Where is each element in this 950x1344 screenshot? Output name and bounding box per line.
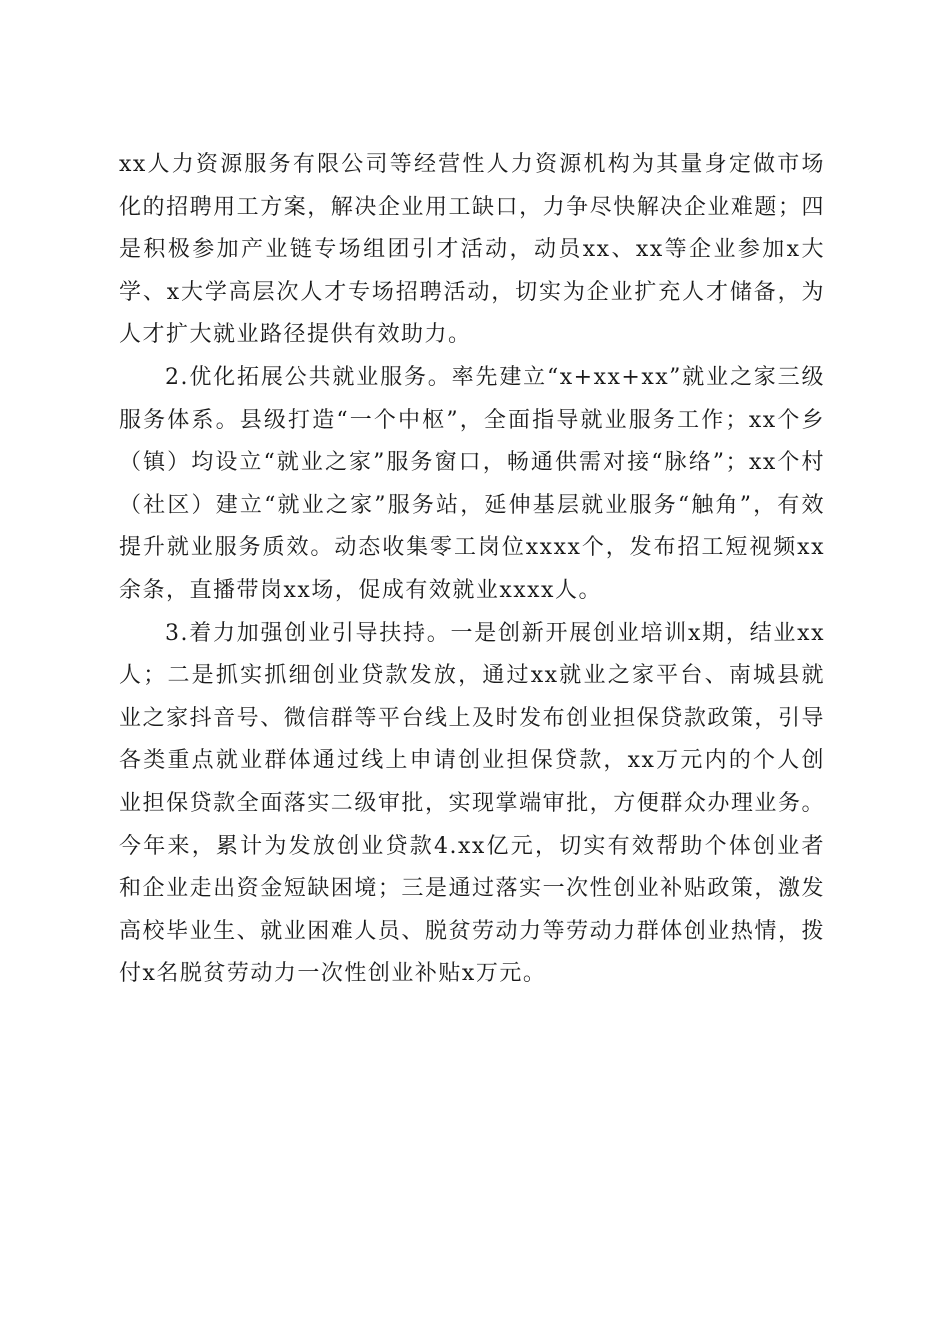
document-body xyxy=(119,144,825,996)
paragraph-continuation: xx人力资源服务有限公司等经营性人力资源机构为其量身定做市场化的招聘用工方案，解决企业用工缺口，力争尽快解决企业难题；四是积极参加产业链专场组团引才活动，动员xx、xx等企业参加x大学、x大学高层次人才专场招聘活动，切实为企业扩充人才储备，为人才扩大就业路径提供有效助力。 xyxy=(119,152,825,348)
paragraph-entrepreneurship-support: 3.着力加强创业引导扶持。一是创新开展创业培训x期，结业xx人；二是抓实抓细创业贷款发放，通过xx就业之家平台、南城县就业之家抖音号、微信群等平台线上及时发布创业担保贷款政策，引导各类重点就业群体通过线上申请创业担保贷款，xx万元内的个人创业担保贷款全面落实二级审批，实现掌端审批，方便群众办理业务。今年来，累计为发放创业贷款4.xx亿元，切实有效帮助个体创业者和企业走出资金短缺困境；三是通过落实一次性创业补贴政策，激发高校毕业生、就业困难人员、脱贫劳动力等劳动力群体创业热情，拨付x名脱贫劳动力一次性创业补贴x万元。 xyxy=(119,620,825,987)
paragraph-public-employment-service: 2.优化拓展公共就业服务。率先建立“x+xx+xx”就业之家三级服务体系。县级打造“一个中枢”，全面指导就业服务工作；xx个乡（镇）均设立“就业之家”服务窗口，畅通供需对接“脉络”；xx个村（社区）建立“就业之家”服务站，延伸基层就业服务“触角”，有效提升就业服务质效。动态收集零工岗位xxxx个，发布招工短视频xx余条，直播带岗xx场，促成有效就业xxxx人。 xyxy=(119,364,825,603)
